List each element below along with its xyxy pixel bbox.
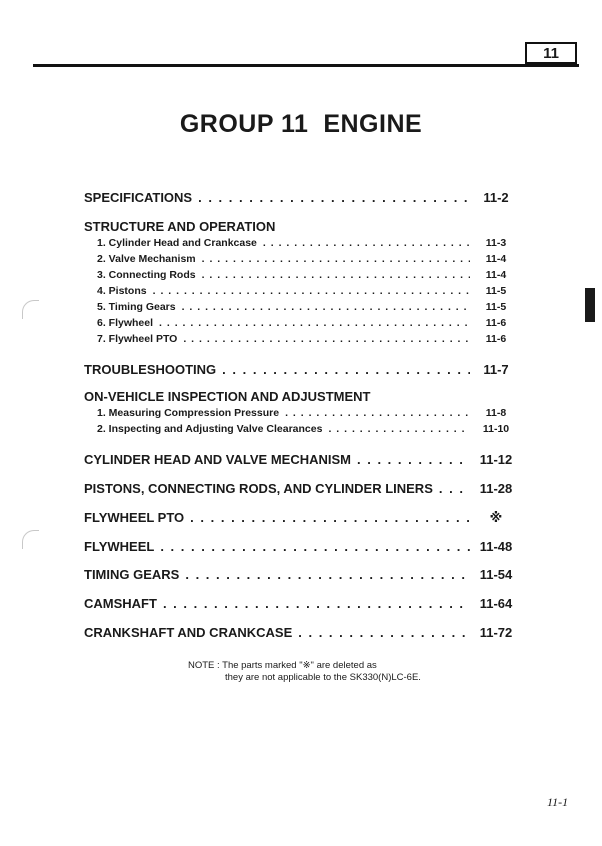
page-number: 11-1 — [547, 795, 569, 809]
toc-entry-page: 11-3 — [485, 237, 507, 249]
toc-entry-specifications[interactable] — [84, 190, 516, 205]
toc-subentry[interactable] — [84, 317, 516, 329]
toc-subentry[interactable] — [84, 301, 516, 313]
toc-entry-page: 11-6 — [485, 317, 507, 329]
toc-entry-label: TROUBLESHOOTING — [84, 362, 217, 377]
dot-leader — [153, 285, 470, 297]
dot-leader — [159, 317, 470, 329]
toc-subentry[interactable] — [84, 237, 516, 249]
dot-leader — [285, 407, 470, 419]
toc-entry-label: FLYWHEEL — [84, 539, 155, 554]
toc-entry-label: CRANKSHAFT AND CRANKCASE — [84, 625, 293, 640]
toc-entry-section[interactable] — [84, 596, 516, 611]
toc-entry-section[interactable] — [84, 510, 516, 526]
dot-leader — [328, 423, 470, 435]
toc-entry-page: 11-4 — [485, 269, 507, 281]
toc-entry-page: 11-12 — [479, 452, 513, 467]
toc-entry-label: CYLINDER HEAD AND VALVE MECHANISM — [84, 452, 351, 467]
footnote-line: they are not applicable to the SK330(N)LC-6E. — [225, 672, 421, 683]
toc-entry-label: 3. Connecting Rods — [97, 269, 196, 281]
toc-entry-label: PISTONS, CONNECTING RODS, AND CYLINDER LINERS — [84, 481, 433, 496]
toc-subentry[interactable] — [84, 423, 516, 435]
toc-entry-section[interactable] — [84, 539, 516, 554]
dot-leader — [222, 362, 470, 377]
dot-leader — [160, 539, 470, 554]
header-rule — [33, 64, 579, 67]
footnote-line: NOTE : The parts marked "※" are deleted as — [188, 660, 377, 671]
toc-entry-label: 2. Inspecting and Adjusting Valve Clearances — [97, 423, 323, 435]
section-edge-tab — [585, 288, 595, 322]
toc-entry-section[interactable] — [84, 567, 516, 582]
toc-entry-label: 1. Cylinder Head and Crankcase — [97, 237, 257, 249]
toc-entry-label: CAMSHAFT — [84, 596, 157, 611]
page-title: GROUP 11 ENGINE — [179, 110, 423, 138]
toc-entry-page: 11-64 — [479, 596, 513, 611]
toc-entry-page: 11-2 — [483, 190, 509, 205]
toc-entry-label: TIMING GEARS — [84, 567, 180, 582]
toc-entry-page: 11-72 — [479, 625, 513, 640]
dot-leader — [263, 237, 470, 249]
dot-leader — [198, 190, 470, 205]
toc-entry-section[interactable] — [84, 481, 516, 496]
toc-entry-label: 7. Flywheel PTO — [97, 333, 178, 345]
dot-leader — [163, 596, 470, 611]
toc-entry-page: 11-8 — [485, 407, 507, 419]
toc-entry-page: 11-4 — [485, 253, 507, 265]
toc-entry-page: 11-7 — [483, 362, 509, 377]
toc-entry-label: SPECIFICATIONS — [84, 190, 193, 205]
toc-subentry[interactable] — [84, 253, 516, 265]
toc-entry-page: 11-28 — [479, 481, 513, 496]
toc-entry-page: 11-5 — [485, 285, 507, 297]
chapter-tab: 11 — [525, 42, 577, 64]
dot-leader — [182, 301, 470, 313]
dot-leader — [202, 269, 470, 281]
toc-entry-troubleshooting[interactable] — [84, 362, 516, 377]
toc-entry-label: 5. Timing Gears — [97, 301, 176, 313]
dot-leader — [439, 481, 470, 496]
toc-entry-page: 11-48 — [479, 539, 513, 554]
dot-leader — [202, 253, 470, 265]
binding-hole-mark — [22, 300, 39, 319]
toc-entry-page: 11-6 — [485, 333, 507, 345]
toc-heading-inspection: ON-VEHICLE INSPECTION AND ADJUSTMENT — [84, 389, 371, 404]
toc-subentry[interactable] — [84, 407, 516, 419]
dot-leader — [357, 452, 470, 467]
toc-entry-page: 11-10 — [482, 423, 510, 435]
toc-entry-section[interactable] — [84, 452, 516, 467]
toc-entry-section[interactable] — [84, 625, 516, 640]
footnote — [188, 660, 421, 684]
dot-leader — [183, 333, 470, 345]
toc-entry-label: 6. Flywheel — [97, 317, 154, 329]
toc-subentry[interactable] — [84, 333, 516, 345]
toc-subentry[interactable] — [84, 269, 516, 281]
toc-entry-page: ※ — [489, 510, 503, 525]
toc-entry-label: 1. Measuring Compression Pressure — [97, 407, 280, 419]
dot-leader — [185, 567, 470, 582]
binding-hole-mark — [22, 530, 39, 549]
toc-entry-label: 2. Valve Mechanism — [97, 253, 196, 265]
dot-leader — [298, 625, 470, 640]
dot-leader — [190, 510, 470, 525]
toc-entry-label: FLYWHEEL PTO — [84, 510, 185, 525]
toc-entry-label: 4. Pistons — [97, 285, 147, 297]
toc-subentry[interactable] — [84, 285, 516, 297]
toc-entry-page: 11-5 — [485, 301, 507, 313]
toc-entry-page: 11-54 — [479, 567, 513, 582]
toc-heading-structure: STRUCTURE AND OPERATION — [84, 219, 276, 234]
